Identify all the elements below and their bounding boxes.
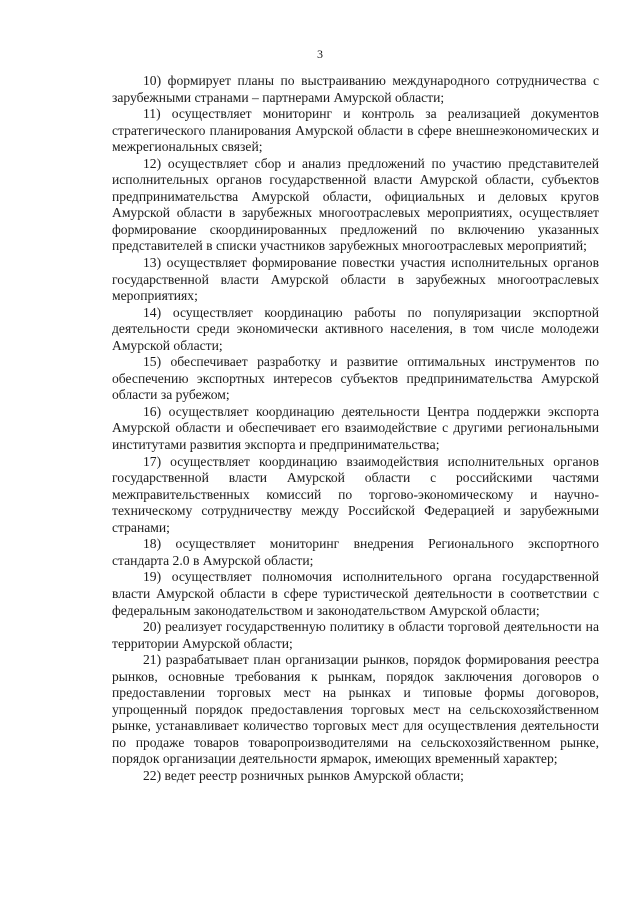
page-number: 3 bbox=[317, 47, 323, 61]
list-item: 16) осуществляет координацию деятельности Центра поддержки экспорта Амурской области и обеспечивает его взаимодействие с другими региональными институтами развития экспорта и предпринимательства; bbox=[112, 403, 599, 453]
list-item: 18) осуществляет мониторинг внедрения Регионального экспортного стандарта 2.0 в Амурской области; bbox=[112, 536, 599, 568]
list-item: 21) разрабатывает план организации рынков, порядок формирования реестра рынков, основные требования к рынкам, порядок заключения договоров о предоставлении торговых мест на рынках и типовые формы договоров, упрощенный порядок предоставления торговых мест на сельскохозяйственном рынке, устанавливает количество торговых мест для осуществления деятельности по продаже товаров товаропроизводителями на сельскохозяйственном рынке, порядок организации деятельности ярмарок, имеющих временный характер; bbox=[112, 652, 599, 767]
list-item: 14) осуществляет координацию работы по популяризации экспортной деятельности среди экономически активного населения, в том числе молодежи Амурской области; bbox=[112, 304, 599, 353]
list-item: 17) осуществляет координацию взаимодействия исполнительных органов государственной власти Амурской области с российскими частями межправительственных комиссий по торгово-экономическому и научно-техническому сотрудничеству между Российской Федерацией и зарубежными странами; bbox=[112, 453, 599, 535]
list-item: 15) обеспечивает разработку и развитие оптимальных инструментов по обеспечению экспортных интересов субъектов предпринимательства Амурской области за рубежом; bbox=[112, 354, 599, 403]
list-item: 20) реализует государственную политику в области торговой деятельности на территории Амурской области; bbox=[112, 619, 599, 651]
list-item: 13) осуществляет формирование повестки участия исполнительных органов государственной власти Амурской области в зарубежных многоотраслевых мероприятиях; bbox=[112, 255, 599, 304]
list-item: 11) осуществляет мониторинг и контроль за реализацией документов стратегического планирования Амурской области в сфере внешнеэкономических и межрегиональных связей; bbox=[112, 106, 599, 155]
list-item: 10) формирует планы по выстраиванию международного сотрудничества с зарубежными странами – партнерами Амурской области; bbox=[112, 73, 599, 105]
document-body bbox=[112, 73, 599, 785]
list-item: 19) осуществляет полномочия исполнительного органа государственной власти Амурской области в сфере туристической деятельности в соответствии с федеральным законодательством и законодательством Амурской области; bbox=[112, 569, 599, 618]
list-item: 12) осуществляет сбор и анализ предложений по участию представителей исполнительных органов государственной власти Амурской области, субъектов предпринимательства Амурской области, официальных и деловых кругов Амурской области в зарубежных многоотраслевых мероприятиях, осуществляет формирование скоординированных предложений по включению указанных представителей в списки участников зарубежных многоотраслевых мероприятий; bbox=[112, 155, 599, 254]
list-item: 22) ведет реестр розничных рынков Амурской области; bbox=[143, 767, 464, 783]
